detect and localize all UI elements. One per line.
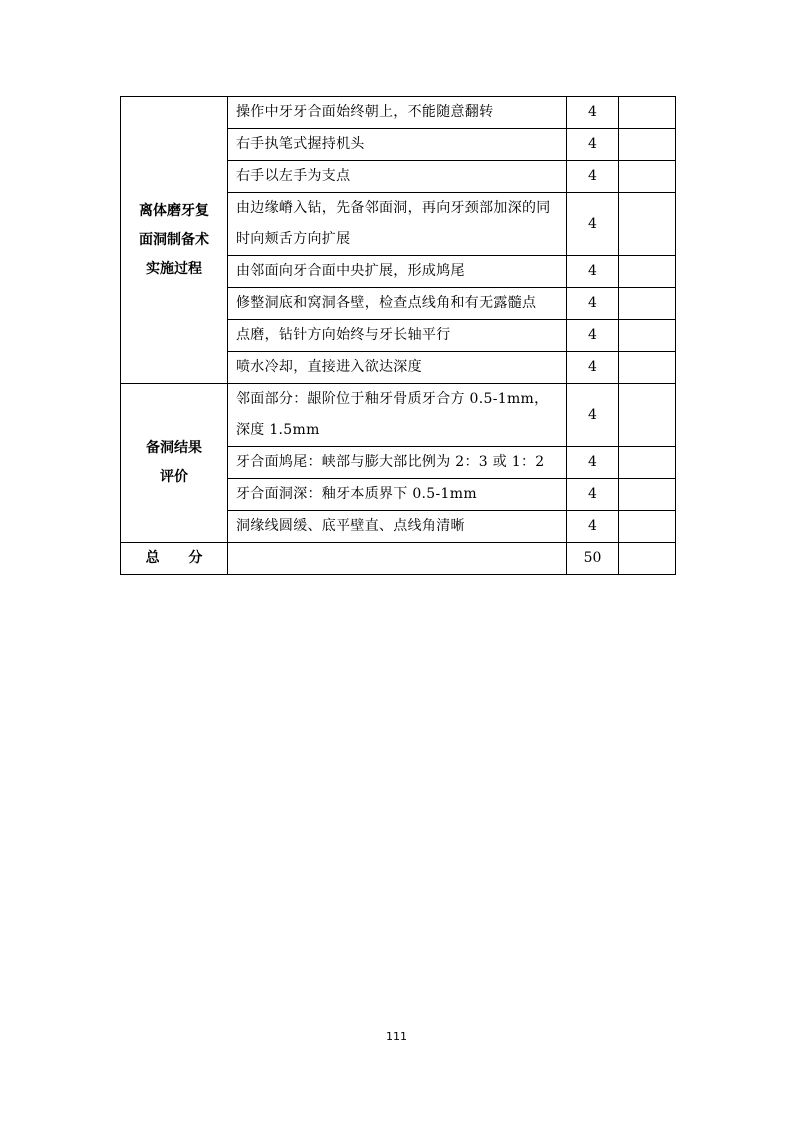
section-title-line: 面洞制备术 (139, 231, 209, 248)
criterion-score[interactable] (619, 511, 676, 543)
criterion-points: 4 (567, 129, 619, 161)
criterion-text: 牙合面洞深：釉牙本质界下 0.5-1mm (228, 479, 567, 511)
criterion-score[interactable] (619, 256, 676, 288)
criterion-score[interactable] (619, 479, 676, 511)
criterion-points: 4 (567, 352, 619, 384)
criterion-text: 点磨，钻针方向始终与牙长轴平行 (228, 320, 567, 352)
criterion-text: 右手执笔式握持机头 (228, 129, 567, 161)
criterion-points: 4 (567, 288, 619, 320)
criterion-score[interactable] (619, 129, 676, 161)
criterion-text: 喷水冷却，直接进入欲达深度 (228, 352, 567, 384)
criterion-points: 4 (567, 320, 619, 352)
criterion-score[interactable] (619, 352, 676, 384)
total-content (228, 543, 567, 575)
criterion-score[interactable] (619, 288, 676, 320)
section-title-procedure (121, 97, 228, 384)
table-row (121, 384, 676, 447)
criterion-points: 4 (567, 479, 619, 511)
table-row (121, 97, 676, 129)
criterion-points: 4 (567, 161, 619, 193)
criterion-text: 右手以左手为支点 (228, 161, 567, 193)
criterion-score[interactable] (619, 320, 676, 352)
criterion-text: 邻面部分：龈阶位于釉牙骨质牙合方 0.5-1mm，深度 1.5mm (228, 384, 567, 447)
scoring-table (120, 96, 676, 384)
total-points: 50 (567, 543, 619, 575)
criterion-text: 洞缘线圆缓、底平壁直、点线角清晰 (228, 511, 567, 543)
total-label: 总 分 (121, 543, 228, 575)
criterion-text: 修整洞底和窝洞各壁，检查点线角和有无露髓点 (228, 288, 567, 320)
section-title-line: 实施过程 (146, 260, 202, 277)
criterion-points: 4 (567, 447, 619, 479)
total-row (121, 543, 676, 575)
total-score[interactable] (619, 543, 676, 575)
criterion-score[interactable] (619, 447, 676, 479)
criterion-score[interactable] (619, 384, 676, 447)
section-title-line: 备洞结果 (146, 440, 202, 456)
criterion-points: 4 (567, 384, 619, 447)
criterion-points: 4 (567, 256, 619, 288)
criterion-text: 由边缘嵴入钻，先备邻面洞，再向牙颈部加深的同时向颊舌方向扩展 (228, 193, 567, 256)
criterion-text: 牙合面鸠尾：峡部与膨大部比例为 2：3 或 1：2 (228, 447, 567, 479)
criterion-score[interactable] (619, 161, 676, 193)
criterion-score[interactable] (619, 193, 676, 256)
scoring-table-results (120, 383, 676, 575)
criterion-score[interactable] (619, 97, 676, 129)
page-number: 111 (386, 1030, 407, 1043)
section-title-line: 评价 (160, 469, 188, 485)
criterion-text: 由邻面向牙合面中央扩展，形成鸠尾 (228, 256, 567, 288)
criterion-text: 操作中牙牙合面始终朝上，不能随意翻转 (228, 97, 567, 129)
section-title-evaluation (121, 384, 228, 543)
criterion-points: 4 (567, 193, 619, 256)
section-title-line: 离体磨牙复 (139, 202, 209, 219)
criterion-points: 4 (567, 511, 619, 543)
criterion-points: 4 (567, 97, 619, 129)
